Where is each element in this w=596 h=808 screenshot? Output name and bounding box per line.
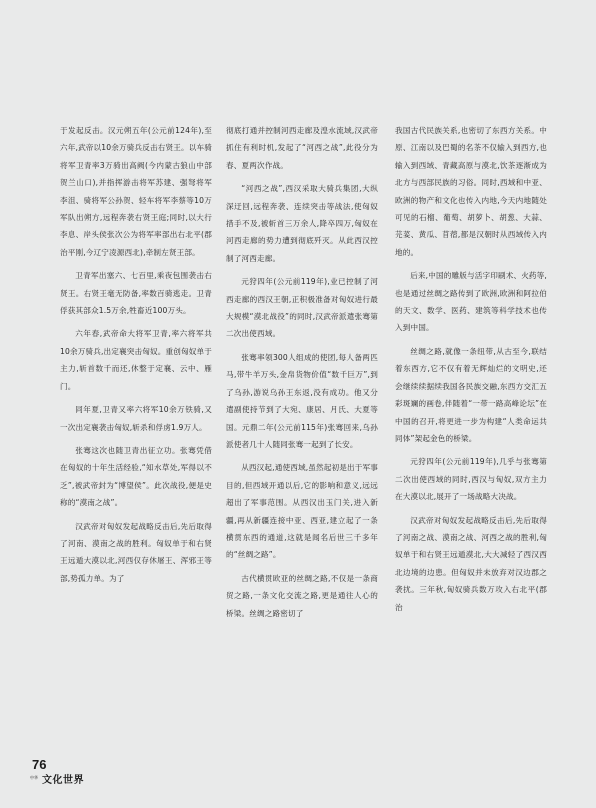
paragraph: 古代横贯欧亚的丝绸之路,不仅是一条商贸之路,一条文化交流之路,更是通往人心的桥梁。丝绸之路密切了 <box>226 573 378 618</box>
text-column-1 <box>60 122 212 587</box>
paragraph: 后来,中国的雕版与活字印刷术、火药等,也是通过丝绸之路传到了欧洲,欧洲和阿拉伯的天文、数学、医药、建筑等科学技术也传入到中国。 <box>395 271 547 333</box>
paragraph: 我国古代民族关系,也密切了东西方关系。中原、江南以及巴蜀的名茶不仅输入到西方,也输入到西域、青藏高原与漠北,饮茶逐渐成为北方与西部民族的习俗。同时,西域和中亚、欧洲的物产和文化也传入内地,今天内地随处可见的石榴、葡萄、胡萝卜、胡葱、大蒜、芫荽、黄瓜、苜蓿,都是汉朝时从西域传入内地的。 <box>395 126 547 257</box>
paragraph: 张骞这次也随卫青出征立功。张骞凭借在匈奴的十年生活经验,“知水草处,军得以不乏”,被武帝封为“博望侯”。此次战役,便是史称的“漠南之战”。 <box>60 445 212 508</box>
logo-small-text: 中华 <box>30 775 38 780</box>
paragraph: 元狩四年(公元前119年),业已控制了河西走廊的西汉王朝,正积极准备对匈奴进行最大规模“漠北战役”的同时,汉武帝派遣张骞第二次出使西域。 <box>226 277 378 339</box>
paragraph: 汉武帝对匈奴发起战略反击后,先后取得了河南、漠南之战的胜利。匈奴单于和右贤王远遁大漠以北,河西仅存休屠王、浑邪王等部,势孤力单。为了 <box>60 521 212 583</box>
paragraph: 元狩四年(公元前119年),几乎与张骞第二次出使西域的同时,西汉与匈奴,双方主力在大漠以北,展开了一场战略大决战。 <box>395 457 547 502</box>
paragraph: 汉武帝对匈奴发起战略反击后,先后取得了河南之战、漠南之战、河西之战的胜利,匈奴单于和右贤王远遁漠北,大大减轻了西汉西北边境的边患。但匈奴并未放弃对汉边郡之袭扰。三年秋,匈奴骑兵数万攻入右北平(郡治 <box>395 515 547 612</box>
logo-name: 文化世界 <box>42 774 84 786</box>
paragraph: 从西汉起,通使西域,虽然起初是出于军事目的,但西域开通以后,它的影响和意义,远远超出了军事范围。从西汉出玉门关,进入新疆,再从新疆连接中亚、西亚,建立起了一条横贯东西的通道,这就是闻名后世三千多年的“丝绸之路”。 <box>226 463 378 560</box>
paragraph: “河西之战”,西汉采取大骑兵集团,大纵深迂回,远程奔袭、连续突击等战法,使匈奴措手不及,被斩首三万余人,降卒四万,匈奴在河西走廊的势力遭到彻底歼灭。从此西汉控制了河西走廊。 <box>226 184 378 263</box>
text-column-3 <box>395 122 547 616</box>
text-column-2 <box>226 122 378 622</box>
paragraph: 彻底打通并控制河西走廊及湟水流域,汉武帝抓住有利时机,发起了“河西之战”,此役分为春、夏两次作战。 <box>226 126 378 170</box>
paragraph: 丝绸之路,就像一条纽带,从古至今,联结着东西方,它不仅有着无辉灿烂的文明史,还会继续续据续我国各民族交融,东西方交汇五彩斑斓的画卷,伴随着“一带一路高峰论坛”在中国的召开,将更进一步为构建“人类命运共同体”架起金色的桥梁。 <box>395 346 547 443</box>
paragraph: 六年春,武帝命大将军卫青,率六将军共10余万骑兵,出定襄突击匈奴。重创匈奴单于主力,斩首数千而还,休整于定襄、云中、雁门。 <box>60 329 212 391</box>
paragraph: 卫青军出塞六、七百里,乘夜包围袭击右贤王。右贤王毫无防备,率数百骑逃走。卫青俘获其部众1.5万余,牲畜近100万头。 <box>60 271 212 316</box>
paragraph: 于发起反击。汉元朔五年(公元前124年),至六年,武帝以10余万骑兵反击右贤王。以车骑将军卫青率3万骑出高阙(今内蒙古狼山中部贺兰山口),并指挥游击将军苏建、强弩将军李沮、骑将军公孙贺、轻车将军李蔡等10万军队出朔方,远程奔袭右贤王庭;同时,以大行李息、岸头侯张次公为将军率部出右北平(郡治平刚,今辽宁凌源西北),牵制左贤王部。 <box>60 126 212 257</box>
page-number: 76 <box>32 757 47 772</box>
magazine-logo <box>30 772 100 784</box>
paragraph: 同年夏,卫青又率六将军10余万铁骑,又一次出定襄袭击匈奴,斩杀和俘虏1.9万人。 <box>60 405 212 432</box>
paragraph: 张骞率领300人组成的使团,每人备两匹马,带牛羊万头,金帛货物价值“数千巨万”,到了乌孙,游说乌孙王东返,没有成功。他又分遣副使持节到了大宛、康居、月氏、大夏等国。元鼎二年(公元前115年)张骞回来,乌孙派使者几十人随同张骞一起到了长安。 <box>226 352 378 449</box>
